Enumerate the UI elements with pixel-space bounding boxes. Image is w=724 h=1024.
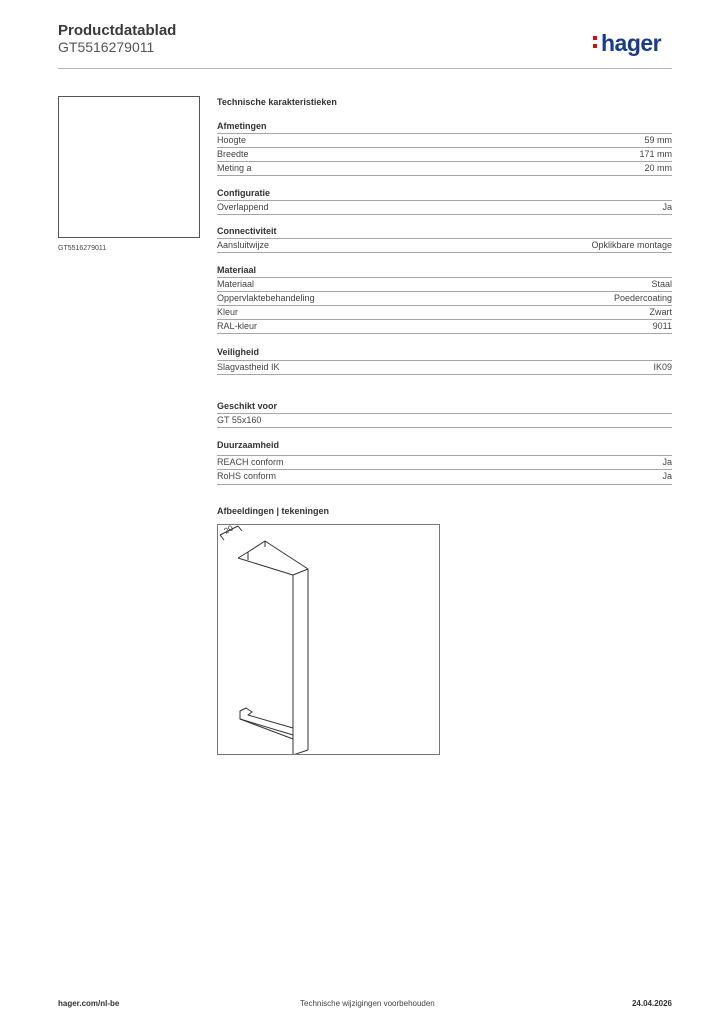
product-image [58,96,200,238]
spec-value: 171 mm [639,149,672,159]
spec-key: Hoogte [217,135,247,145]
footer-website-link[interactable]: hager.com/nl-be [58,999,120,1008]
spec-value: Poedercoating [613,293,672,303]
spec-row [217,161,672,175]
spec-row [217,319,672,333]
spec-key: Breedte [217,149,249,159]
product-number: GT5516279011 [58,39,155,55]
section-title: Veiligheid [217,347,260,357]
spec-row [217,360,672,374]
section-divider [217,374,672,375]
section-divider [217,333,672,334]
drawings-title: Afbeeldingen | tekeningen [217,506,330,516]
spec-key: RoHS conform [217,471,277,481]
spec-row [217,469,672,483]
section-title: Afmetingen [217,121,267,131]
dimension-label: 20 [222,525,235,536]
spec-value: Zwart [649,307,672,317]
spec-value: Staal [651,279,672,289]
spec-row [217,455,672,469]
spec-key: Aansluitwijze [217,240,270,250]
product-image-caption: GT5516279011 [58,245,107,252]
logo-dots-icon [593,36,597,52]
section-title: Connectiviteit [217,226,277,236]
section-divider [217,252,672,253]
spec-key: Materiaal [217,279,255,289]
spec-row [217,277,672,291]
spec-value: Opklikbare montage [591,240,672,250]
spec-key: GT 55x160 [217,415,262,425]
section-divider [217,427,672,428]
hager-logo [596,30,661,57]
spec-value: IK09 [653,362,672,372]
specs-heading: Technische karakteristieken [217,97,337,107]
spec-key: Oppervlaktebehandeling [217,293,315,303]
section-title: Geschikt voor [217,401,278,411]
technical-drawing [217,524,440,755]
spec-row [217,133,672,147]
cover-drawing-icon [218,525,439,754]
spec-value: Ja [662,471,672,481]
spec-key: RAL-kleur [217,321,258,331]
spec-value: Ja [662,202,672,212]
spec-row [217,238,672,252]
spec-value: Ja [662,457,672,467]
spec-key: Slagvastheid IK [217,362,280,372]
header-divider [58,68,672,69]
spec-value: 59 mm [644,135,672,145]
section-divider [217,484,672,485]
footer-note: Technische wijzigingen voorbehouden [300,999,435,1008]
logo-text: hager [601,30,662,56]
section-title: Duurzaamheid [217,440,280,450]
section-divider [217,214,672,215]
spec-key: Overlappend [217,202,269,212]
spec-key: REACH conform [217,457,284,467]
spec-row [217,147,672,161]
spec-value: 9011 [652,321,672,331]
spec-row [217,413,672,427]
spec-key: Kleur [217,307,239,317]
spec-value: 20 mm [644,163,672,173]
section-divider [217,175,672,176]
spec-key: Meting a [217,163,252,173]
section-title: Configuratie [217,188,270,198]
spec-row [217,200,672,214]
spec-row [217,291,672,305]
footer-date: 24.04.2026 [631,999,672,1008]
section-title: Materiaal [217,265,257,275]
page-title: Productdatablad [58,22,177,39]
spec-row [217,305,672,319]
